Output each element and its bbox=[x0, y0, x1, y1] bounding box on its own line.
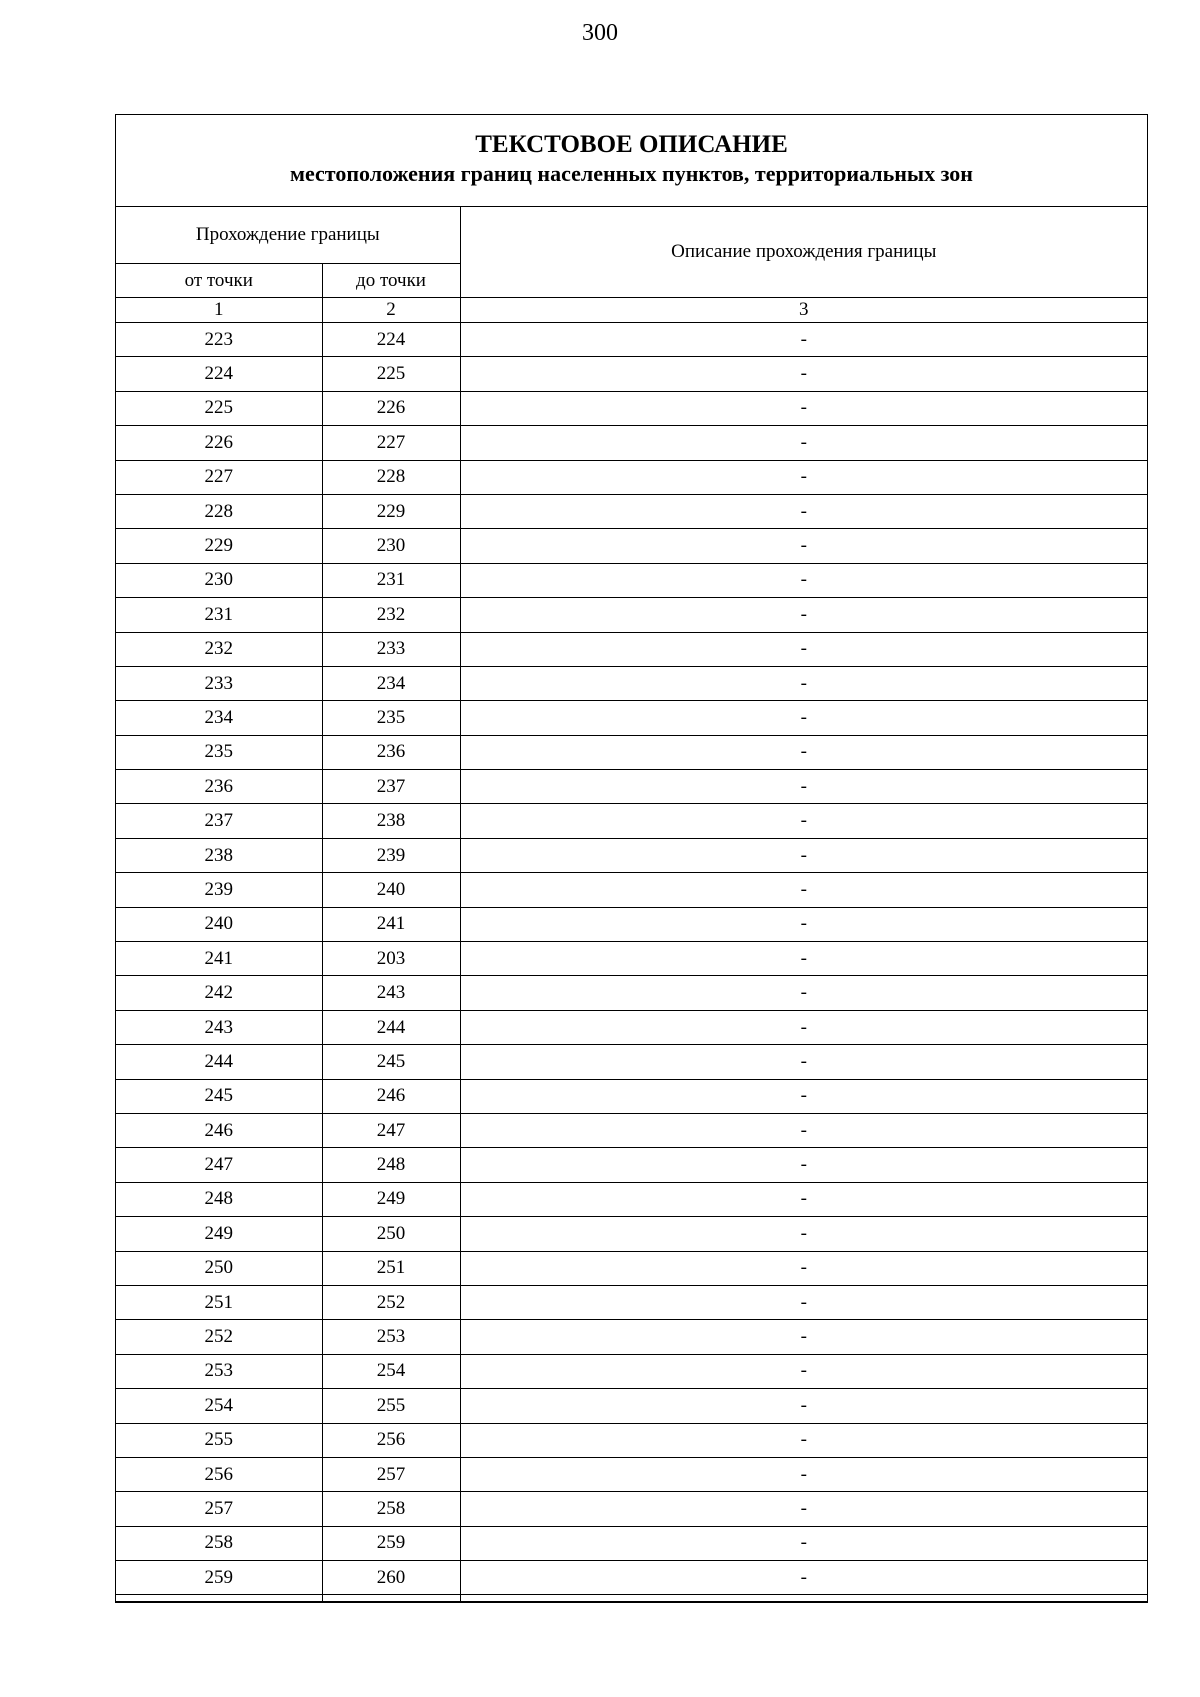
to-point-cell: 246 bbox=[322, 1079, 460, 1113]
to-point-cell: 243 bbox=[322, 976, 460, 1010]
to-point-cell: 237 bbox=[322, 770, 460, 804]
table-row bbox=[116, 323, 1147, 357]
description-cell: - bbox=[460, 1285, 1147, 1319]
table-row bbox=[116, 1217, 1147, 1251]
to-point-cell: 251 bbox=[322, 1251, 460, 1285]
table-row bbox=[116, 1526, 1147, 1560]
from-point-cell: 241 bbox=[116, 942, 322, 976]
description-cell: - bbox=[460, 1561, 1147, 1595]
description-cell: - bbox=[460, 1182, 1147, 1216]
description-cell: - bbox=[460, 632, 1147, 666]
to-point-cell: 236 bbox=[322, 735, 460, 769]
to-point-cell: 260 bbox=[322, 1561, 460, 1595]
description-cell: - bbox=[460, 873, 1147, 907]
table-row bbox=[116, 907, 1147, 941]
to-point-cell: 241 bbox=[322, 907, 460, 941]
from-point-cell: 255 bbox=[116, 1423, 322, 1457]
from-point-cell: 251 bbox=[116, 1285, 322, 1319]
table-row bbox=[116, 1492, 1147, 1526]
from-point-cell: 246 bbox=[116, 1113, 322, 1147]
table-row bbox=[116, 426, 1147, 460]
from-point-cell: 226 bbox=[116, 426, 322, 460]
to-point-cell: 228 bbox=[322, 460, 460, 494]
table-row bbox=[116, 632, 1147, 666]
table-row bbox=[116, 701, 1147, 735]
table-row bbox=[116, 460, 1147, 494]
table-row bbox=[116, 598, 1147, 632]
table-row bbox=[116, 942, 1147, 976]
description-cell: - bbox=[460, 357, 1147, 391]
to-point-cell: 227 bbox=[322, 426, 460, 460]
description-cell: - bbox=[460, 426, 1147, 460]
description-cell: - bbox=[460, 770, 1147, 804]
description-cell: - bbox=[460, 1492, 1147, 1526]
from-point-cell: 247 bbox=[116, 1148, 322, 1182]
document-title: ТЕКСТОВОЕ ОПИСАНИЕ bbox=[475, 131, 788, 158]
tail-cell bbox=[322, 1595, 460, 1602]
header-description: Описание прохождения границы bbox=[460, 207, 1147, 298]
to-point-cell: 240 bbox=[322, 873, 460, 907]
column-number-1: 1 bbox=[116, 298, 322, 323]
to-point-cell: 234 bbox=[322, 666, 460, 700]
to-point-cell: 248 bbox=[322, 1148, 460, 1182]
description-cell: - bbox=[460, 1320, 1147, 1354]
description-cell: - bbox=[460, 529, 1147, 563]
to-point-cell: 257 bbox=[322, 1457, 460, 1491]
to-point-cell: 203 bbox=[322, 942, 460, 976]
to-point-cell: 224 bbox=[322, 323, 460, 357]
from-point-cell: 257 bbox=[116, 1492, 322, 1526]
from-point-cell: 250 bbox=[116, 1251, 322, 1285]
from-point-cell: 239 bbox=[116, 873, 322, 907]
from-point-cell: 227 bbox=[116, 460, 322, 494]
to-point-cell: 249 bbox=[322, 1182, 460, 1216]
from-point-cell: 244 bbox=[116, 1045, 322, 1079]
description-cell: - bbox=[460, 598, 1147, 632]
from-point-cell: 231 bbox=[116, 598, 322, 632]
description-cell: - bbox=[460, 1079, 1147, 1113]
table-row bbox=[116, 666, 1147, 700]
description-cell: - bbox=[460, 804, 1147, 838]
table-row bbox=[116, 357, 1147, 391]
table-tail bbox=[116, 1595, 1147, 1602]
header-from: от точки bbox=[116, 264, 322, 298]
to-point-cell: 254 bbox=[322, 1354, 460, 1388]
table-body bbox=[116, 323, 1147, 1595]
description-cell: - bbox=[460, 1045, 1147, 1079]
description-cell: - bbox=[460, 1423, 1147, 1457]
from-point-cell: 252 bbox=[116, 1320, 322, 1354]
table-row bbox=[116, 529, 1147, 563]
from-point-cell: 245 bbox=[116, 1079, 322, 1113]
table-header bbox=[116, 207, 1147, 323]
to-point-cell: 229 bbox=[322, 494, 460, 528]
description-cell: - bbox=[460, 563, 1147, 597]
to-point-cell: 231 bbox=[322, 563, 460, 597]
page-number: 300 bbox=[582, 20, 618, 46]
table-row bbox=[116, 1182, 1147, 1216]
table-row bbox=[116, 1010, 1147, 1044]
description-cell: - bbox=[460, 460, 1147, 494]
table-row bbox=[116, 735, 1147, 769]
to-point-cell: 256 bbox=[322, 1423, 460, 1457]
to-point-cell: 259 bbox=[322, 1526, 460, 1560]
to-point-cell: 245 bbox=[322, 1045, 460, 1079]
table-row bbox=[116, 804, 1147, 838]
from-point-cell: 223 bbox=[116, 323, 322, 357]
table-row bbox=[116, 1113, 1147, 1147]
from-point-cell: 243 bbox=[116, 1010, 322, 1044]
description-cell: - bbox=[460, 1457, 1147, 1491]
description-cell: - bbox=[460, 701, 1147, 735]
table-row bbox=[116, 1561, 1147, 1595]
to-point-cell: 247 bbox=[322, 1113, 460, 1147]
description-cell: - bbox=[460, 735, 1147, 769]
from-point-cell: 224 bbox=[116, 357, 322, 391]
table-row bbox=[116, 1045, 1147, 1079]
description-cell: - bbox=[460, 838, 1147, 872]
from-point-cell: 228 bbox=[116, 494, 322, 528]
to-point-cell: 225 bbox=[322, 357, 460, 391]
table-row bbox=[116, 770, 1147, 804]
to-point-cell: 239 bbox=[322, 838, 460, 872]
document-subtitle: местоположения границ населенных пунктов, территориальных зон bbox=[290, 161, 973, 186]
to-point-cell: 255 bbox=[322, 1389, 460, 1423]
to-point-cell: 226 bbox=[322, 391, 460, 425]
table-row bbox=[116, 1354, 1147, 1388]
from-point-cell: 256 bbox=[116, 1457, 322, 1491]
from-point-cell: 235 bbox=[116, 735, 322, 769]
table-row bbox=[116, 1285, 1147, 1319]
from-point-cell: 236 bbox=[116, 770, 322, 804]
from-point-cell: 237 bbox=[116, 804, 322, 838]
table-row bbox=[116, 1148, 1147, 1182]
from-point-cell: 249 bbox=[116, 1217, 322, 1251]
description-cell: - bbox=[460, 1526, 1147, 1560]
description-cell: - bbox=[460, 1354, 1147, 1388]
table-row bbox=[116, 1423, 1147, 1457]
from-point-cell: 248 bbox=[116, 1182, 322, 1216]
from-point-cell: 230 bbox=[116, 563, 322, 597]
document-frame bbox=[115, 114, 1148, 1603]
table-row bbox=[116, 873, 1147, 907]
to-point-cell: 230 bbox=[322, 529, 460, 563]
description-cell: - bbox=[460, 1148, 1147, 1182]
description-cell: - bbox=[460, 666, 1147, 700]
from-point-cell: 240 bbox=[116, 907, 322, 941]
from-point-cell: 234 bbox=[116, 701, 322, 735]
from-point-cell: 225 bbox=[116, 391, 322, 425]
header-to: до точки bbox=[322, 264, 460, 298]
to-point-cell: 235 bbox=[322, 701, 460, 735]
from-point-cell: 238 bbox=[116, 838, 322, 872]
to-point-cell: 233 bbox=[322, 632, 460, 666]
from-point-cell: 253 bbox=[116, 1354, 322, 1388]
tail-cell bbox=[116, 1595, 322, 1602]
from-point-cell: 254 bbox=[116, 1389, 322, 1423]
from-point-cell: 233 bbox=[116, 666, 322, 700]
table-row bbox=[116, 391, 1147, 425]
table-row bbox=[116, 1251, 1147, 1285]
from-point-cell: 229 bbox=[116, 529, 322, 563]
column-number-2: 2 bbox=[322, 298, 460, 323]
from-point-cell: 232 bbox=[116, 632, 322, 666]
description-cell: - bbox=[460, 1389, 1147, 1423]
description-cell: - bbox=[460, 391, 1147, 425]
to-point-cell: 238 bbox=[322, 804, 460, 838]
from-point-cell: 259 bbox=[116, 1561, 322, 1595]
description-cell: - bbox=[460, 1217, 1147, 1251]
table-row bbox=[116, 976, 1147, 1010]
to-point-cell: 253 bbox=[322, 1320, 460, 1354]
boundary-table bbox=[116, 207, 1147, 1602]
description-cell: - bbox=[460, 907, 1147, 941]
table-row bbox=[116, 1389, 1147, 1423]
table-row bbox=[116, 494, 1147, 528]
table-row bbox=[116, 563, 1147, 597]
table-row bbox=[116, 1079, 1147, 1113]
tail-cell bbox=[460, 1595, 1147, 1602]
header-passage: Прохождение границы bbox=[116, 207, 460, 264]
description-cell: - bbox=[460, 976, 1147, 1010]
column-number-3: 3 bbox=[460, 298, 1147, 323]
table-row bbox=[116, 838, 1147, 872]
to-point-cell: 250 bbox=[322, 1217, 460, 1251]
description-cell: - bbox=[460, 1010, 1147, 1044]
from-point-cell: 242 bbox=[116, 976, 322, 1010]
to-point-cell: 232 bbox=[322, 598, 460, 632]
to-point-cell: 258 bbox=[322, 1492, 460, 1526]
description-cell: - bbox=[460, 1251, 1147, 1285]
to-point-cell: 244 bbox=[322, 1010, 460, 1044]
table-row bbox=[116, 1320, 1147, 1354]
title-block bbox=[116, 115, 1147, 207]
table-row bbox=[116, 1457, 1147, 1491]
description-cell: - bbox=[460, 494, 1147, 528]
description-cell: - bbox=[460, 323, 1147, 357]
description-cell: - bbox=[460, 942, 1147, 976]
description-cell: - bbox=[460, 1113, 1147, 1147]
to-point-cell: 252 bbox=[322, 1285, 460, 1319]
from-point-cell: 258 bbox=[116, 1526, 322, 1560]
